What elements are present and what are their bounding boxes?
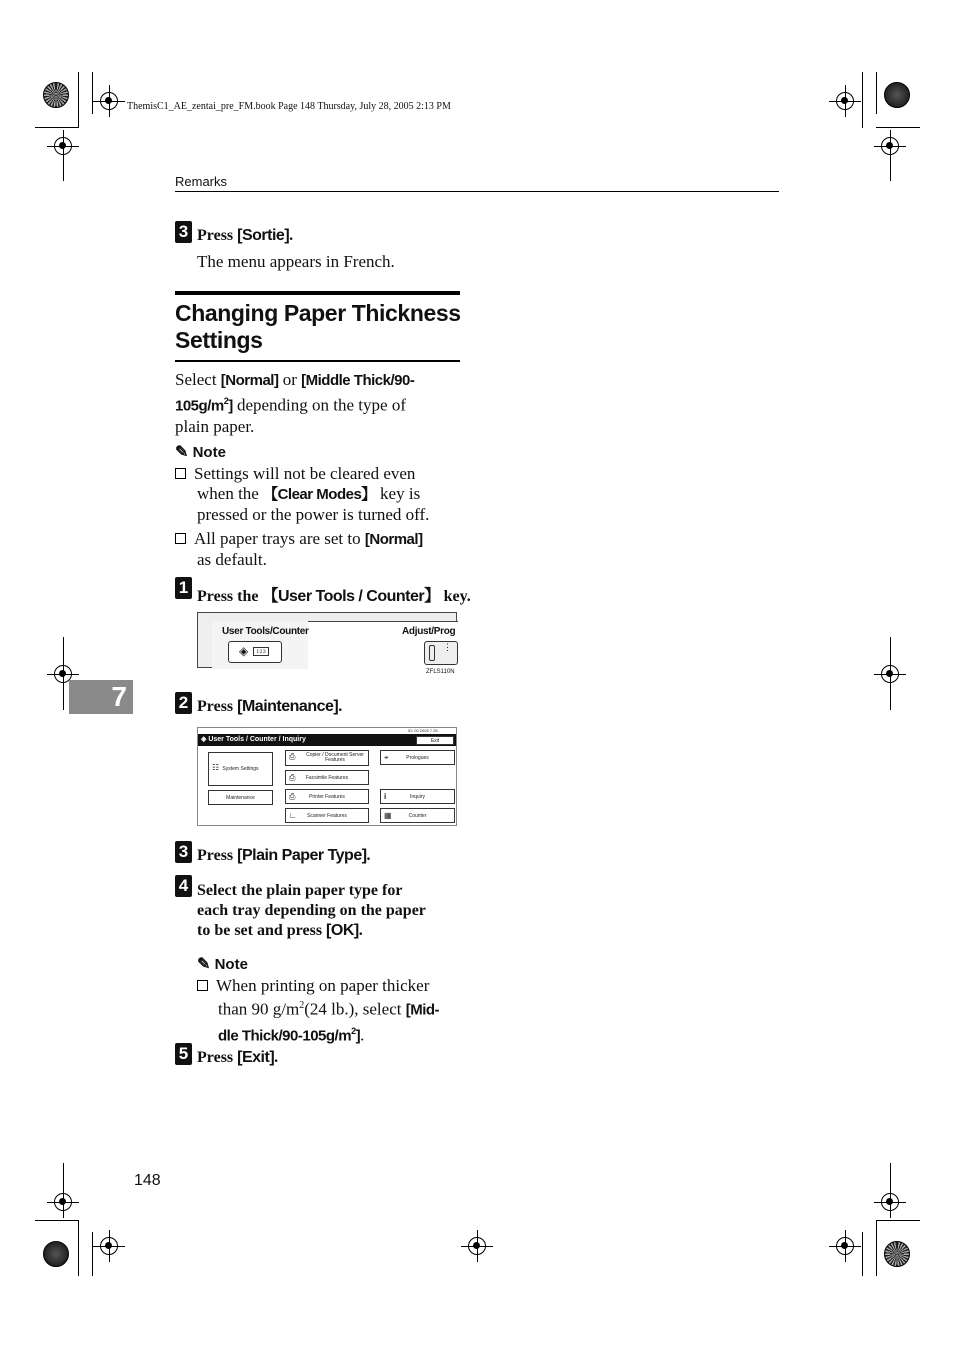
file-header: ThemisC1_AE_zentai_pre_FM.book Page 148 Thursday, July 28, 2005 2:13 PM: [127, 101, 451, 112]
figure-caption: ZFLS110N: [426, 669, 455, 675]
page-number: 148: [134, 1172, 161, 1189]
step-instruction: Select the plain paper type for each tray depending on the paper to be set and press [OK].: [197, 882, 426, 939]
step-instruction: Press [Maintenance].: [197, 698, 343, 715]
crosshair-target-icon: [881, 665, 899, 683]
step-instruction: Press [Plain Paper Type].: [197, 847, 371, 864]
info-icon: i: [384, 792, 387, 801]
crosshair-target-icon: [100, 1237, 118, 1255]
printer-icon: ⎙: [289, 792, 296, 801]
printer-features-button[interactable]: ⎙ Printer Features: [285, 789, 369, 804]
checkbox-bullet-icon: [175, 468, 186, 479]
crosshair-target-icon: [836, 92, 854, 110]
panel-key-label: Adjust/Prog: [402, 626, 456, 637]
note-item: All paper trays are set to [Normal] as default.: [175, 529, 460, 570]
section-rule-bottom: [175, 360, 460, 362]
checkbox-bullet-icon: [197, 980, 208, 991]
running-head: Remarks: [175, 174, 228, 189]
copier-icon: ⎙: [289, 752, 296, 761]
step-result: The menu appears in French.: [197, 252, 395, 271]
header-rule: [175, 191, 779, 192]
registration-disc-icon: [43, 82, 69, 108]
settings-tools-icon: ☷: [212, 763, 220, 772]
inquiry-button[interactable]: i Inquiry: [380, 789, 455, 804]
registration-disc-icon: [43, 1241, 69, 1267]
step-number: 3: [175, 841, 192, 863]
crosshair-target-icon: [468, 1237, 486, 1255]
user-tools-screen: [197, 727, 457, 826]
scanner-icon: ∟: [289, 811, 297, 820]
adjust-prog-key[interactable]: [424, 641, 458, 665]
intro-paragraph: Select [Normal] or [Middle Thick/90- $105g/m^2$] depending on the type of plain paper.: [175, 370, 415, 436]
scanner-features-button[interactable]: ∟ Scanner Features: [285, 808, 369, 823]
control-panel-illustration: [197, 612, 457, 668]
step-instruction: Press [Sortie].: [197, 227, 294, 244]
step-instruction: Press [Exit].: [197, 1049, 279, 1066]
step-number: 3: [175, 221, 192, 243]
panel-key-label: User Tools/Counter: [222, 626, 309, 637]
note-heading: ✎ Note: [175, 444, 226, 461]
step-instruction: Press the 【User Tools / Counter】 key.: [197, 588, 471, 605]
crosshair-target-icon: [881, 1193, 899, 1211]
checkbox-bullet-icon: [175, 533, 186, 544]
system-settings-button[interactable]: ☷ System Settings: [208, 752, 273, 786]
step-number: 5: [175, 1043, 192, 1065]
registration-disc-icon: [884, 1241, 910, 1267]
dots-icon: ⋮: [443, 643, 452, 653]
screen-title: ◈ User Tools / Counter / Inquiry: [201, 736, 306, 743]
crosshair-target-icon: [100, 92, 118, 110]
pencil-icon: ✎: [197, 956, 211, 973]
prologue-button[interactable]: ⌖ Prologues: [380, 750, 455, 765]
facsimile-features-button[interactable]: ⎙ Facsimile Features: [285, 770, 369, 785]
step-number: 1: [175, 577, 192, 599]
crosshair-target-icon: [836, 1237, 854, 1255]
fax-icon: ⎙: [289, 773, 296, 782]
counter-icon: ▦: [384, 811, 392, 820]
counter-button[interactable]: ▦ Counter: [380, 808, 455, 823]
exit-button[interactable]: Exit: [416, 736, 454, 745]
registration-disc-icon: [884, 82, 910, 108]
user-tools-counter-key[interactable]: [228, 641, 282, 663]
user-tools-icon: ◈: [201, 736, 207, 743]
counter-icon: 123: [253, 647, 269, 656]
note-item: When printing on paper thicker than 90 $g/m^2(24$ lb.), select [Mid- dle Thick/$90-105g/m^2$].: [197, 976, 460, 1046]
user-tools-icon: ◈: [239, 644, 249, 658]
section-title: Changing Paper Thickness Settings: [175, 300, 461, 353]
status-bar: ID: 00 2005 7 28: [408, 728, 438, 733]
crosshair-target-icon: [54, 137, 72, 155]
pencil-icon: ✎: [175, 444, 189, 461]
note-item: Settings will not be cleared even when the 【Clear Modes】 key is pressed or the power is turned off.: [175, 464, 460, 525]
crosshair-target-icon: [881, 137, 899, 155]
chapter-tab: 7: [69, 680, 133, 714]
step-number: 4: [175, 875, 192, 897]
prologue-icon: ⌖: [384, 753, 389, 762]
copier-features-button[interactable]: ⎙ Copier / Document Server Features: [285, 750, 369, 766]
crosshair-target-icon: [54, 1193, 72, 1211]
step-number: 2: [175, 692, 192, 714]
key-label: [Sortie]: [237, 227, 290, 244]
maintenance-button[interactable]: Maintenance: [208, 790, 273, 805]
section-rule-top: [175, 291, 460, 295]
note-heading: ✎ Note: [197, 956, 248, 973]
